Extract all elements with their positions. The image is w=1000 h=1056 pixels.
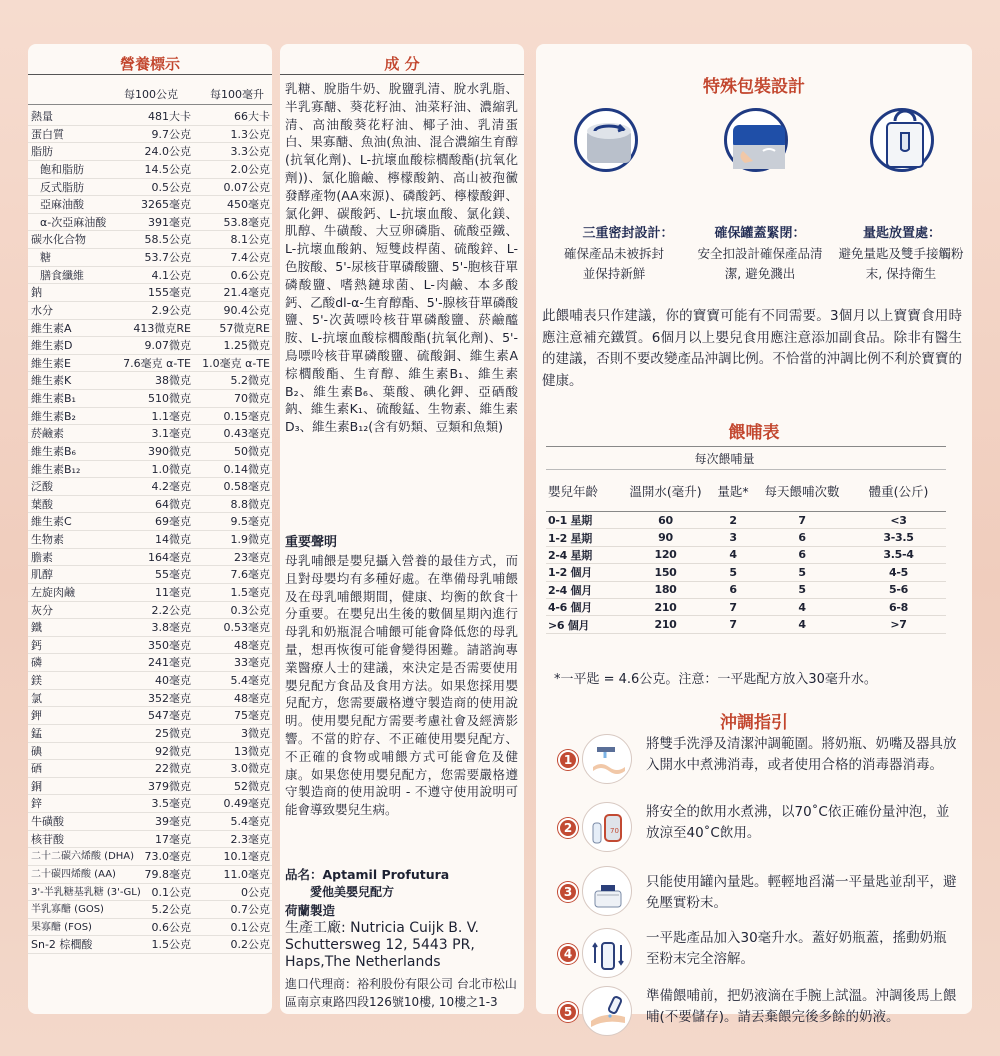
per-100g-value: 2.9公克 bbox=[151, 303, 191, 317]
per-100ml-value: 8.1公克 bbox=[230, 233, 270, 247]
nutrient-name: 生物素 bbox=[31, 533, 64, 546]
table-cell: 60 bbox=[658, 513, 673, 527]
table-row bbox=[28, 584, 272, 602]
mixing-step bbox=[558, 928, 968, 984]
table-row bbox=[28, 267, 272, 285]
table-row bbox=[28, 795, 272, 813]
table-cell: 1-2 個月 bbox=[548, 566, 592, 580]
table-cell: 4 bbox=[798, 618, 806, 632]
table-row bbox=[28, 725, 272, 743]
per-100g-value: 9.7公克 bbox=[151, 127, 191, 141]
nutrient-name: 鉀 bbox=[31, 709, 42, 723]
nutrient-name: 維生素B₆ bbox=[31, 444, 76, 458]
per-100g-value: 1.0微克 bbox=[151, 462, 191, 476]
ingredients-text: 乳糖、脫脂牛奶、脫鹽乳清、脫水乳脂、半乳寡醣、葵花籽油、油菜籽油、濃縮乳清、高油酸葵花籽油、椰子油、乳清蛋白、果寡醣、魚油(魚油、混合濃縮生育醇(抗氧化劑)、L-抗壞血酸棕櫚酸酯(抗氧化劑))、氯化膽鹼、檸檬酸鈉、高山被孢黴發酵產物(AA來源)、磷酸鈣、檸檬酸鉀、氯化鉀、碳酸鈣、L-抗壞血酸、氯化鎂、肌醇、牛磺酸、大豆卵磷脂、硫酸亞鐵、L-抗壞血酸鈉、短雙歧桿菌、硫酸鋅、L-色胺酸、5'-尿核苷單磷酸鹽、5'-胞核苷單磷酸鹽、嗜熱鏈球菌、L-肉鹼、本多酸鈣、乙酸dl-α-生育醇酯、5'-腺核苷單磷酸鹽、5'-次黃嘌呤核苷單磷酸鹽、菸鹼醯胺、L-抗壞血酸棕櫚酸酯(抗氧化劑)、5'-鳥嘌呤核苷單磷酸鹽、硫酸銅、維生素A棕櫚酸酯、生育醇、維生素B₁、維生素B₂、維生素B₆、葉酸、碘化鉀、亞硒酸鈉、維生素K₁、硫酸錳、生物素、維生素D₃、維生素B₁₂(含有奶類、豆類和魚類) bbox=[285, 81, 518, 435]
per-100ml-value: 0.58毫克 bbox=[223, 480, 270, 494]
per-100g-value: 0.5公克 bbox=[151, 180, 191, 194]
ingredients-panel bbox=[280, 44, 524, 1014]
nutrient-name: 碳水化合物 bbox=[31, 233, 86, 247]
per-100ml-value: 21.4毫克 bbox=[223, 286, 270, 300]
table-row bbox=[28, 372, 272, 390]
table-row bbox=[28, 196, 272, 214]
feeding-body bbox=[546, 512, 946, 634]
table-row bbox=[28, 408, 272, 426]
per-100g-value: 55毫克 bbox=[155, 568, 191, 582]
table-row bbox=[546, 547, 946, 564]
per-100g-value: 3265毫克 bbox=[141, 198, 191, 212]
table-cell: 5 bbox=[798, 565, 806, 579]
nutrient-name: 維生素B₁₂ bbox=[31, 462, 81, 476]
per-100g-value: 3.1毫克 bbox=[151, 427, 191, 441]
nutrient-name: 銅 bbox=[31, 779, 42, 793]
nutrient-name: 磷 bbox=[31, 656, 42, 670]
table-cell: 210 bbox=[654, 618, 677, 632]
nutrient-name: 泛酸 bbox=[31, 480, 53, 494]
importer: 進口代理商：裕利股份有限公司 台北市松山區南京東路四段126號10樓, 10樓之1-3 bbox=[285, 977, 517, 1009]
per-100ml-value: 9.5毫克 bbox=[230, 515, 270, 529]
table-row bbox=[28, 813, 272, 831]
step-text: 將雙手洗淨及清潔沖調範圍。將奶瓶、奶嘴及器具放入開水中煮沸消毒，或者使用合格的消毒器消毒。 bbox=[646, 736, 957, 773]
nutrient-name: 水分 bbox=[31, 303, 53, 317]
per-100ml-label: 每100毫升 bbox=[210, 88, 264, 101]
table-row bbox=[546, 599, 946, 616]
kettle-icon bbox=[582, 802, 632, 852]
nutrient-name: 牛磺酸 bbox=[31, 815, 64, 828]
per-100ml-value: 1.25微克 bbox=[223, 339, 270, 353]
table-cell: 4-5 bbox=[889, 565, 908, 579]
per-100ml-value: 48毫克 bbox=[234, 638, 270, 652]
packaging-item-desc: 避免量匙及雙手接觸粉末, 保持衛生 bbox=[838, 246, 964, 281]
table-row bbox=[28, 390, 272, 408]
per-100ml-value: 5.2微克 bbox=[230, 374, 270, 388]
table-cell: 4-6 個月 bbox=[548, 601, 592, 615]
step-number: 2 bbox=[558, 818, 578, 838]
per-100g-value: 3.8毫克 bbox=[151, 621, 191, 635]
table-row bbox=[28, 936, 272, 954]
per-100ml-value: 75毫克 bbox=[234, 709, 270, 723]
per-100ml-value: 1.3公克 bbox=[230, 127, 270, 141]
nutrient-name: Sn-2 棕櫚酸 bbox=[31, 938, 93, 952]
packaging-item-title: 量匙放置處： bbox=[862, 226, 941, 241]
nutrition-title: 營養標示 bbox=[119, 54, 180, 73]
product-sub-name: 愛他美嬰兒配方 bbox=[310, 885, 395, 899]
nutrient-name: 錳 bbox=[31, 726, 42, 740]
per-100g-value: 2.2公克 bbox=[151, 603, 191, 617]
table-row bbox=[546, 564, 946, 581]
per-100g-value: 9.07微克 bbox=[144, 339, 191, 353]
per-100g-value: 1.5公克 bbox=[151, 938, 191, 952]
nutrient-name: 鐵 bbox=[31, 621, 42, 635]
per-100ml-value: 5.4毫克 bbox=[230, 815, 270, 828]
table-row bbox=[28, 743, 272, 761]
table-row bbox=[546, 616, 946, 633]
per-100ml-value: 5.4毫克 bbox=[230, 674, 270, 687]
mixing-step bbox=[558, 802, 968, 858]
mixing-step bbox=[558, 866, 968, 922]
nutrient-name: 膽素 bbox=[31, 550, 53, 564]
table-row bbox=[28, 108, 272, 126]
nutrient-name: 肌醇 bbox=[31, 568, 53, 582]
table-row bbox=[28, 302, 272, 320]
table-row bbox=[28, 161, 272, 179]
table-cell: 5 bbox=[798, 583, 806, 597]
per-100g-value: 22微克 bbox=[155, 762, 191, 776]
per-100ml-value: 11.0毫克 bbox=[223, 867, 270, 881]
ingredients-title: 成 分 bbox=[384, 54, 420, 73]
table-cell: 3 bbox=[729, 531, 737, 545]
nutrient-name: 左旋肉鹼 bbox=[31, 585, 75, 599]
nutrient-name: 鎂 bbox=[31, 674, 42, 687]
mixing-step bbox=[558, 734, 968, 790]
table-cell: 7 bbox=[729, 600, 737, 614]
feeding-footnote: *一平匙 = 4.6公克。注意：一平匙配方放入30毫升水。 bbox=[554, 672, 877, 687]
per-100ml-value: 0.07公克 bbox=[223, 180, 270, 194]
column-header: 每天餵哺次數 bbox=[764, 483, 840, 499]
nutrient-name: 膳食纖維 bbox=[40, 268, 84, 282]
nutrient-name: α-次亞麻油酸 bbox=[40, 215, 107, 229]
table-cell: 4 bbox=[798, 600, 806, 614]
per-100ml-value: 3微克 bbox=[241, 726, 270, 740]
table-cell: 2-4 星期 bbox=[548, 548, 592, 562]
table-row bbox=[28, 231, 272, 249]
per-100ml-value: 10.1毫克 bbox=[223, 850, 270, 864]
per-100g-value: 547毫克 bbox=[148, 709, 191, 723]
per-100g-value: 79.8毫克 bbox=[144, 867, 191, 881]
per-100g-value: 11毫克 bbox=[155, 585, 191, 599]
feeding-header-row bbox=[546, 470, 946, 512]
per-100g-value: 53.7公克 bbox=[144, 251, 191, 264]
nutrient-name: 鈣 bbox=[31, 638, 42, 652]
table-cell: 180 bbox=[654, 583, 677, 597]
per-100ml-value: 0.49毫克 bbox=[223, 797, 270, 811]
nutrient-name: 蛋白質 bbox=[31, 127, 64, 141]
origin: 荷蘭製造 bbox=[285, 903, 336, 918]
table-row bbox=[546, 582, 946, 599]
per-100g-value: 24.0公克 bbox=[144, 145, 191, 159]
per-100g-value: 14.5公克 bbox=[144, 162, 191, 176]
per-100g-value: 17毫克 bbox=[155, 832, 191, 846]
table-row bbox=[28, 637, 272, 655]
per-100ml-value: 450毫克 bbox=[227, 198, 270, 212]
per-100g-value: 155毫克 bbox=[148, 286, 191, 300]
per-100ml-value: 0.7公克 bbox=[230, 903, 270, 917]
per-100g-value: 38微克 bbox=[155, 374, 191, 388]
table-row bbox=[28, 320, 272, 338]
per-100ml-value: 23毫克 bbox=[234, 550, 270, 564]
per-100ml-value: 0.43毫克 bbox=[223, 427, 270, 441]
nutrient-name: 碘 bbox=[31, 744, 42, 758]
table-row bbox=[28, 478, 272, 496]
table-row bbox=[28, 549, 272, 567]
per-100g-value: 4.2毫克 bbox=[151, 480, 191, 494]
nutrient-name: 硒 bbox=[31, 762, 42, 776]
nutrient-name: 半乳寡醣 (GOS) bbox=[31, 904, 104, 916]
table-cell: >6 個月 bbox=[548, 618, 590, 632]
nutrient-name: 維生素B₂ bbox=[31, 409, 76, 423]
table-row bbox=[28, 496, 272, 514]
per-100ml-value: 1.9微克 bbox=[230, 533, 270, 546]
lid-lock-icon bbox=[724, 108, 788, 172]
step-text: 將安全的飲用水煮沸，以70˚C依正確份量沖泡，並放涼至40˚C飲用。 bbox=[646, 804, 950, 841]
feeding-group-header: 每次餵哺量 bbox=[546, 446, 946, 470]
per-100g-value: 1.1毫克 bbox=[151, 409, 191, 423]
table-row bbox=[28, 672, 272, 690]
nutrient-name: 飽和脂肪 bbox=[40, 162, 84, 176]
table-row bbox=[28, 214, 272, 232]
table-row bbox=[28, 901, 272, 919]
per-100ml-value: 48毫克 bbox=[234, 691, 270, 705]
column-header: 嬰兒年齡 bbox=[548, 483, 599, 499]
per-100ml-value: 0.15毫克 bbox=[223, 409, 270, 423]
per-100g-label: 每100公克 bbox=[124, 88, 178, 101]
per-100ml-value: 57微克RE bbox=[219, 321, 270, 335]
table-row bbox=[28, 249, 272, 267]
table-cell: 150 bbox=[654, 565, 677, 579]
nutrient-name: 果寡醣 (FOS) bbox=[31, 921, 92, 933]
table-cell: 6 bbox=[729, 583, 737, 597]
per-100ml-value: 53.8毫克 bbox=[223, 215, 270, 229]
nutrient-name: 維生素B₁ bbox=[31, 392, 76, 405]
table-row bbox=[546, 512, 946, 529]
table-cell: 3.5-4 bbox=[883, 548, 914, 562]
table-cell: 90 bbox=[658, 531, 673, 545]
table-row bbox=[28, 831, 272, 849]
per-100ml-value: 1.0毫克 α-TE bbox=[202, 356, 270, 370]
per-100g-value: 510微克 bbox=[148, 392, 191, 405]
table-cell: 2 bbox=[729, 513, 737, 527]
nutrition-rows bbox=[28, 108, 272, 954]
table-cell: 1-2 星期 bbox=[548, 531, 592, 545]
scoop-holder-icon bbox=[870, 108, 934, 172]
nutrient-name: 二十碳四烯酸 (AA) bbox=[31, 868, 116, 880]
bottle-shake-icon bbox=[582, 928, 632, 978]
table-row bbox=[28, 690, 272, 708]
nutrient-name: 維生素A bbox=[31, 321, 72, 335]
nutrient-name: 亞麻油酸 bbox=[40, 198, 84, 212]
per-100g-value: 0.6公克 bbox=[151, 920, 191, 934]
table-row bbox=[28, 126, 272, 144]
table-cell: 6-8 bbox=[889, 600, 908, 614]
table-row bbox=[28, 602, 272, 620]
table-row bbox=[28, 866, 272, 884]
column-header: 溫開水(毫升) bbox=[629, 483, 702, 499]
per-100g-value: 352毫克 bbox=[148, 691, 191, 705]
per-100ml-value: 0.53毫克 bbox=[223, 621, 270, 635]
per-100ml-value: 3.3公克 bbox=[230, 145, 270, 159]
per-100ml-value: 0.6公克 bbox=[230, 268, 270, 282]
per-100ml-value: 50微克 bbox=[234, 444, 270, 458]
step-number: 4 bbox=[558, 944, 578, 964]
per-100ml-value: 8.8微克 bbox=[230, 497, 270, 511]
wrist-test-icon bbox=[582, 986, 632, 1036]
feeding-intro: 此餵哺表只作建議，你的寶寶可能有不同需要。3個月以上寶寶食用時應注意補充鐵質。6個月以上嬰兒食用應注意添加副食品。除非有醫生的建議，否則不要改變產品沖調比例。不恰當的沖調比例不利於寶寶的健康。 bbox=[542, 308, 962, 389]
table-cell: 120 bbox=[654, 548, 677, 562]
packaging-item-desc: 安全扣設計確保產品清潔, 避免濺出 bbox=[697, 246, 823, 281]
per-100ml-value: 0.2公克 bbox=[230, 938, 270, 952]
per-100ml-value: 7.6毫克 bbox=[230, 568, 270, 582]
table-row bbox=[28, 355, 272, 373]
column-header: 體重(公斤) bbox=[868, 483, 929, 499]
table-row bbox=[28, 337, 272, 355]
nutrient-name: 維生素K bbox=[31, 374, 72, 388]
feeding-title: 餵哺表 bbox=[728, 423, 780, 443]
notice-text: 母乳哺餵是嬰兒攝入營養的最佳方式，而且對母嬰均有多種好處。在準備母乳哺餵及在母乳哺餵期間，健康、均衡的飲食十分重要。在嬰兒出生後的數個星期內進行母乳和奶瓶混合哺餵可能會降低您的母乳量，想再恢復可能會變得困難。請諮詢專業醫療人士的建議，來決定是否需要使用嬰兒配方食品及食用方法。如果您採用嬰兒配方，您需要嚴格遵守製造商的使用說明。使用嬰兒配方需要考慮社會及經濟影響。不當的貯存、不正確使用嬰兒配方、不正確的食物或哺餵方式可能會危及健康。如果您使用嬰兒配方，您需要嚴格遵守製造商的使用說明 - 不遵守使用說明可能會導致嬰兒生病。 bbox=[285, 553, 518, 818]
per-100g-value: 0.1公克 bbox=[151, 885, 191, 899]
table-row bbox=[28, 707, 272, 725]
svg-text:70: 70 bbox=[610, 827, 619, 835]
nutrient-name: 鋅 bbox=[31, 797, 42, 811]
table-row bbox=[28, 143, 272, 161]
per-100ml-value: 66大卡 bbox=[234, 110, 270, 123]
nutrient-name: 二十二碳六烯酸 (DHA) bbox=[31, 851, 135, 863]
per-100ml-value: 3.0微克 bbox=[230, 762, 270, 776]
per-100g-value: 379微克 bbox=[148, 779, 191, 793]
table-row bbox=[28, 513, 272, 531]
table-cell: <3 bbox=[890, 513, 907, 527]
per-100g-value: 391毫克 bbox=[148, 215, 191, 229]
per-100g-value: 92微克 bbox=[155, 744, 191, 758]
per-100g-value: 3.5毫克 bbox=[151, 797, 191, 811]
table-cell: 6 bbox=[798, 531, 806, 545]
per-100g-value: 4.1公克 bbox=[151, 268, 191, 282]
nutrient-name: 脂肪 bbox=[31, 145, 53, 159]
table-cell: 210 bbox=[654, 600, 677, 614]
nutrient-name: 葉酸 bbox=[31, 497, 53, 511]
nutrient-name: 熱量 bbox=[31, 110, 53, 123]
per-100ml-value: 0.14微克 bbox=[223, 462, 270, 476]
scoop-icon bbox=[582, 866, 632, 916]
step-number: 5 bbox=[558, 1002, 578, 1022]
table-row bbox=[28, 284, 272, 302]
packaging-item-title: 三重密封設計： bbox=[582, 226, 674, 241]
nutrient-name: 糖 bbox=[40, 251, 51, 264]
divider bbox=[28, 74, 272, 75]
packaging-title: 特殊包裝設計 bbox=[703, 77, 805, 97]
per-100g-value: 25微克 bbox=[155, 726, 191, 740]
per-100g-value: 14微克 bbox=[155, 533, 191, 546]
table-row bbox=[28, 461, 272, 479]
per-100ml-value: 0.1公克 bbox=[230, 920, 270, 934]
packaging-item-desc: 確保產品未被拆封並保持新鮮 bbox=[563, 246, 664, 281]
table-row bbox=[28, 179, 272, 197]
per-100g-value: 164毫克 bbox=[148, 550, 191, 564]
per-100g-value: 64微克 bbox=[155, 497, 191, 511]
table-cell: 4 bbox=[729, 548, 737, 562]
per-100ml-value: 70微克 bbox=[234, 392, 270, 405]
table-cell: 7 bbox=[729, 618, 737, 632]
table-row bbox=[28, 760, 272, 778]
per-100g-value: 413微克RE bbox=[133, 321, 191, 335]
per-100ml-value: 7.4公克 bbox=[230, 251, 270, 264]
table-row bbox=[28, 848, 272, 866]
table-cell: 5-6 bbox=[889, 583, 908, 597]
table-cell: 3-3.5 bbox=[883, 531, 914, 545]
table-cell: >7 bbox=[890, 618, 907, 632]
per-100ml-value: 0公克 bbox=[241, 885, 270, 899]
step-text: 一平匙產品加入30毫升水。蓋好奶瓶蓋，搖動奶瓶至粉末完全溶解。 bbox=[646, 930, 947, 967]
hand-wash-icon bbox=[582, 734, 632, 784]
table-cell: 0-1 星期 bbox=[548, 514, 592, 528]
table-cell: 6 bbox=[798, 548, 806, 562]
per-100ml-value: 13微克 bbox=[234, 744, 270, 758]
nutrition-header bbox=[28, 84, 272, 104]
nutrient-name: 維生素C bbox=[31, 515, 72, 529]
per-100ml-value: 2.0公克 bbox=[230, 162, 270, 176]
guide-panel bbox=[536, 44, 972, 1025]
nutrient-name: 鈉 bbox=[31, 286, 42, 300]
product-name: 品名：Aptamil Profutura bbox=[285, 867, 450, 882]
nutrition-panel bbox=[28, 44, 272, 1014]
nutrient-name: 3'-半乳糖基乳糖 (3'-GL) bbox=[31, 886, 141, 898]
per-100g-value: 350毫克 bbox=[148, 638, 191, 652]
notice-title: 重要聲明 bbox=[285, 535, 338, 550]
per-100ml-value: 1.5毫克 bbox=[230, 585, 270, 599]
per-100g-value: 390微克 bbox=[148, 444, 191, 458]
manufacturer: 生產工廠: Nutricia Cuijk B. V. Schuttersweg 12, 5443 PR, Haps,The Netherlands bbox=[285, 920, 479, 970]
per-100g-value: 7.6毫克 α-TE bbox=[123, 356, 191, 370]
nutrient-name: 菸鹼素 bbox=[31, 427, 64, 441]
feeding-table bbox=[546, 446, 946, 634]
per-100g-value: 39毫克 bbox=[155, 815, 191, 828]
table-row bbox=[28, 884, 272, 902]
nutrient-name: 反式脂肪 bbox=[40, 180, 84, 194]
table-cell: 7 bbox=[798, 513, 806, 527]
divider bbox=[280, 74, 524, 75]
divider bbox=[28, 104, 272, 105]
table-row bbox=[28, 443, 272, 461]
nutrient-name: 氯 bbox=[31, 691, 42, 705]
mixing-title: 沖調指引 bbox=[720, 713, 788, 733]
per-100g-value: 69毫克 bbox=[155, 515, 191, 529]
step-number: 1 bbox=[558, 750, 578, 770]
per-100g-value: 481大卡 bbox=[148, 110, 191, 123]
packaging-item-title: 確保罐蓋緊閉： bbox=[714, 226, 806, 241]
table-row bbox=[28, 919, 272, 937]
can-seal-icon bbox=[574, 108, 638, 172]
table-row bbox=[546, 529, 946, 546]
nutrient-name: 灰分 bbox=[31, 603, 53, 617]
nutrient-name: 維生素D bbox=[31, 339, 73, 353]
table-cell: 2-4 個月 bbox=[548, 583, 592, 597]
table-row bbox=[28, 566, 272, 584]
per-100g-value: 5.2公克 bbox=[151, 903, 191, 917]
nutrient-name: 維生素E bbox=[31, 356, 71, 370]
per-100g-value: 58.5公克 bbox=[144, 233, 191, 247]
table-row bbox=[28, 425, 272, 443]
column-header: 量匙* bbox=[717, 483, 749, 499]
per-100ml-value: 33毫克 bbox=[234, 656, 270, 670]
step-text: 只能使用罐內量匙。輕輕地舀滿一平量匙並刮平，避免壓實粉末。 bbox=[646, 874, 957, 911]
per-100ml-value: 52微克 bbox=[234, 779, 270, 793]
per-100ml-value: 2.3毫克 bbox=[230, 832, 270, 846]
table-row bbox=[28, 531, 272, 549]
step-number: 3 bbox=[558, 882, 578, 902]
per-100g-value: 40毫克 bbox=[155, 674, 191, 687]
table-row bbox=[28, 654, 272, 672]
per-100ml-value: 0.3公克 bbox=[230, 603, 270, 617]
per-100ml-value: 90.4公克 bbox=[223, 303, 270, 317]
table-row bbox=[28, 619, 272, 637]
per-100g-value: 241毫克 bbox=[148, 656, 191, 670]
table-row bbox=[28, 778, 272, 796]
step-text: 準備餵哺前，把奶液滴在手腕上試溫。沖調後馬上餵哺(不要儲存)。請丟棄餵完後多餘的奶液。 bbox=[646, 988, 957, 1025]
table-cell: 5 bbox=[729, 565, 737, 579]
nutrient-name: 核苷酸 bbox=[31, 832, 64, 846]
mixing-step bbox=[558, 986, 968, 1042]
per-100g-value: 73.0毫克 bbox=[144, 850, 191, 864]
